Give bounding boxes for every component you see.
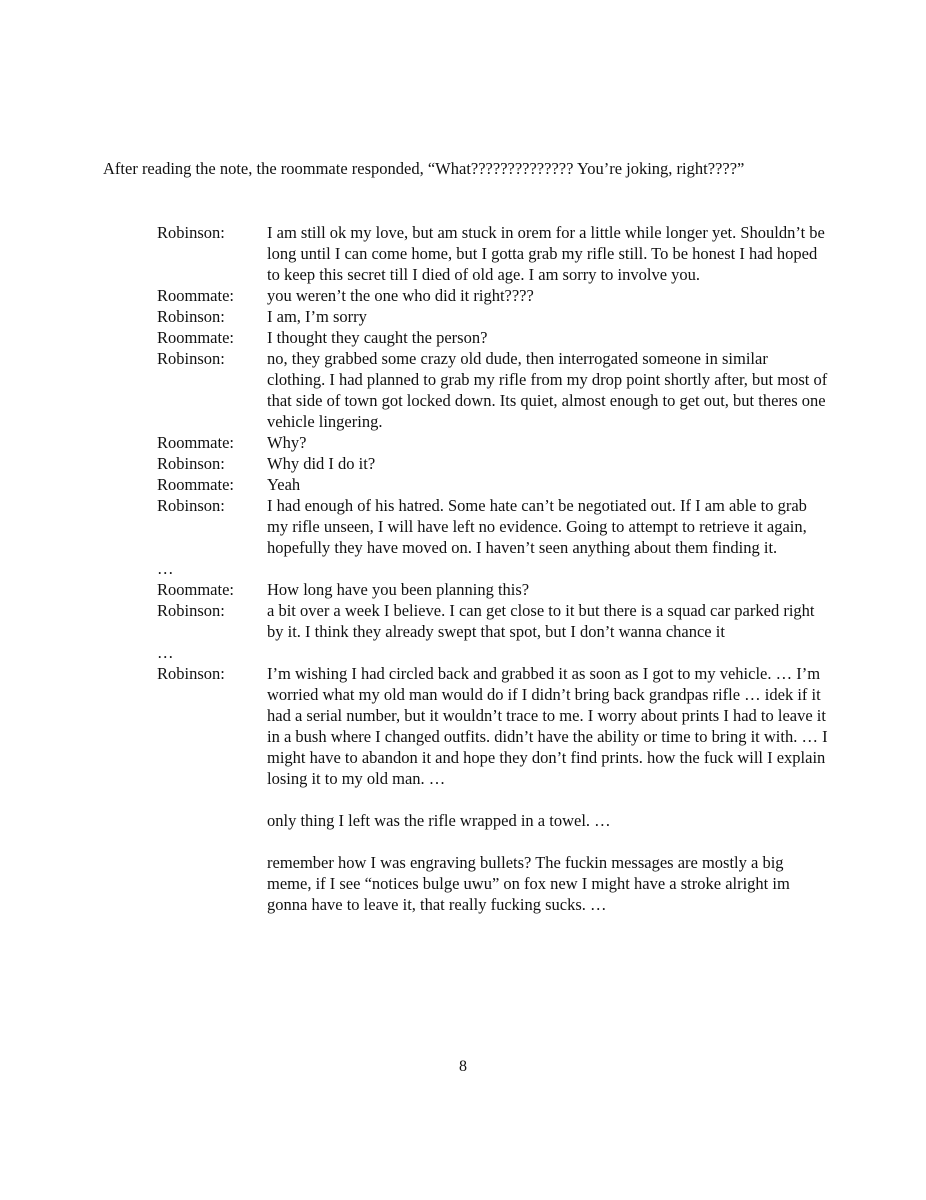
message-text: I had enough of his hatred. Some hate can’t be negotiated out. If I am able to grab my rifle unseen, I will have left no evidence. Going to attempt to retrieve it again, hopefully they have moved on. I haven’t seen anything about them finding it. <box>267 496 807 557</box>
transcript-row <box>157 474 829 495</box>
speaker-label: Roommate: <box>157 475 234 494</box>
speaker-label: Robinson: <box>157 601 225 620</box>
message-text: Yeah <box>267 475 301 494</box>
transcript-row <box>157 327 829 348</box>
message-text: you weren’t the one who did it right???? <box>267 286 534 305</box>
speaker-label: Robinson: <box>157 349 225 368</box>
message-text: Why did I do it? <box>267 454 376 473</box>
page-number: 8 <box>459 1058 467 1075</box>
message-text: I am still ok my love, but am stuck in orem for a little while longer yet. Shouldn’t be long until I can come home, but I gotta grab my rifle still. To be honest I had hoped to keep this secret till I died of old age. I am sorry to involve you. <box>267 223 825 284</box>
transcript-row <box>157 306 829 327</box>
message-text: a bit over a week I believe. I can get close to it but there is a squad car parked right by it. I think they already swept that spot, but I don’t wanna chance it <box>267 601 815 641</box>
transcript-row <box>157 348 829 432</box>
speaker-label: Robinson: <box>157 307 225 326</box>
transcript-row-ellipsis <box>157 642 829 663</box>
message-paragraph: remember how I was engraving bullets? The fuckin messages are mostly a big meme, if I see “notices bulge uwu” on fox new I might have a stroke alright im gonna have to leave it, that really fucking sucks. … <box>267 853 790 914</box>
transcript-row <box>157 663 829 915</box>
transcript-row <box>157 222 829 285</box>
message-text: I thought they caught the person? <box>267 328 488 347</box>
message-transcript <box>157 222 829 915</box>
transcript-row-ellipsis <box>157 558 829 579</box>
speaker-label: Robinson: <box>157 496 225 515</box>
speaker-label: Roommate: <box>157 286 234 305</box>
transcript-row <box>157 285 829 306</box>
speaker-label: Robinson: <box>157 454 225 473</box>
transcript-row <box>157 453 829 474</box>
message-text: How long have you been planning this? <box>267 580 530 599</box>
transcript-row <box>157 432 829 453</box>
ellipsis-marker: … <box>157 559 174 578</box>
speaker-label: Robinson: <box>157 223 225 242</box>
speaker-label: Roommate: <box>157 328 234 347</box>
message-text: I am, I’m sorry <box>267 307 367 326</box>
transcript-row <box>157 600 829 642</box>
message-paragraph: I’m wishing I had circled back and grabbed it as soon as I got to my vehicle. … I’m worried what my old man would do if I didn’t bring back grandpas rifle … idek if it had a serial number, but it wouldn’t trace to me. I worry about prints I had to leave it in a bush where I changed outfits. didn’t have the ability or time to bring it with. … I might have to abandon it and hope they don’t find prints. how the fuck will I explain losing it to my old man. … <box>267 664 828 788</box>
speaker-label: Robinson: <box>157 664 225 683</box>
transcript-row <box>157 579 829 600</box>
speaker-label: Roommate: <box>157 433 234 452</box>
speaker-label: Roommate: <box>157 580 234 599</box>
message-text-multi <box>267 663 829 915</box>
intro-paragraph: After reading the note, the roommate responded, “What?????????????? You’re joking, right????” <box>103 159 745 178</box>
transcript-row <box>157 495 829 558</box>
message-text: Why? <box>267 433 307 452</box>
message-paragraph: only thing I left was the rifle wrapped in a towel. … <box>267 811 611 830</box>
message-text: no, they grabbed some crazy old dude, then interrogated someone in similar clothing. I had planned to grab my rifle from my drop point shortly after, but most of that side of town got locked down. Its quiet, almost enough to get out, but theres one vehicle lingering. <box>267 349 828 431</box>
ellipsis-marker: … <box>157 643 174 662</box>
